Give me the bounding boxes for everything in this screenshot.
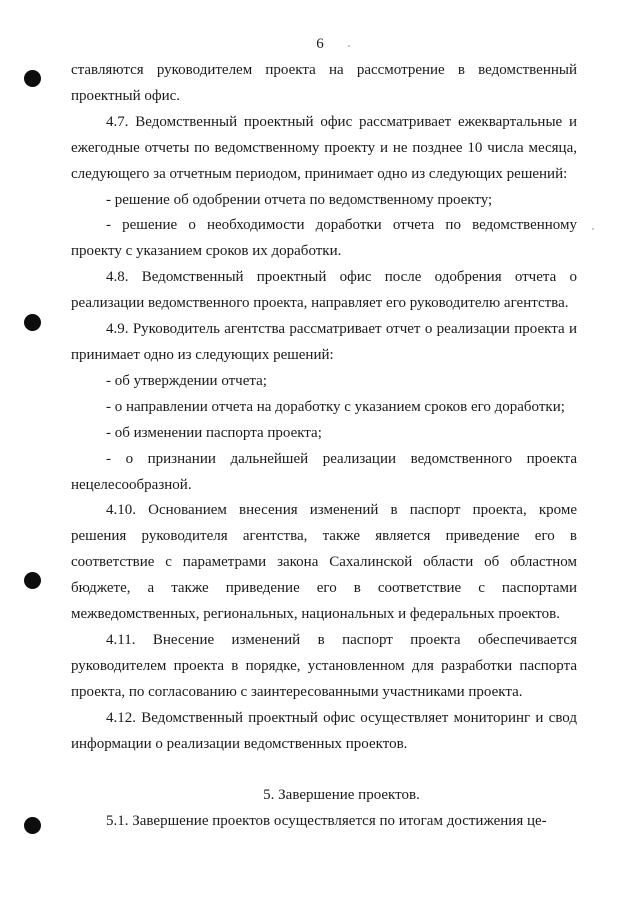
document-body: [71, 58, 577, 835]
list-item-4-9-inexpedient: - о признании дальнейшей реализации ведомственного проекта нецелесообразной.: [71, 450, 577, 493]
list-item-4-9-change-passport: - об изменении паспорта проекта;: [106, 424, 322, 441]
scan-speck: [592, 228, 594, 230]
paragraph-4-7: 4.7. Ведомственный проектный офис рассматривает ежеквартальные и ежегодные отчеты по ведомственному проекту и не позднее 10 числа месяца, следующего за отчетным периодом, принимает одно из следующих решений:: [71, 113, 577, 182]
list-item-4-7-revise: - решение о необходимости доработки отчета по ведомственному проекту с указанием сроков их доработки.: [71, 217, 577, 260]
paragraph-4-11: 4.11. Внесение изменений в паспорт проекта обеспечивается руководителем проекта в порядке, установленном для разработки паспорта проекта, по согласованию с заинтересованными участниками проекта.: [71, 631, 577, 700]
paragraph-5-1: 5.1. Завершение проектов осуществляется по итогам достижения це-: [106, 813, 547, 830]
punch-hole-3: [24, 572, 41, 589]
scan-speck: [348, 45, 350, 47]
section-heading: 5. Завершение проектов.: [263, 787, 420, 804]
paragraph-4-8: 4.8. Ведомственный проектный офис после одобрения отчета о реализации ведомственного проекта, направляет его руководителю агентства.: [71, 269, 577, 312]
paragraph-4-12: 4.12. Ведомственный проектный офис осуществляет мониторинг и свод информации о реализации ведомственных проектов.: [71, 709, 577, 752]
paragraph-4-9: 4.9. Руководитель агентства рассматривает отчет о реализации проекта и принимает одно из следующих решений:: [71, 321, 577, 363]
paragraph-4-10: 4.10. Основанием внесения изменений в паспорт проекта, кроме решения руководителя агентства, также является приведение его в соответствие с параметрами закона Сахалинской области об областном бюджете, а также приведение его в соответствие с паспортами межведомственных, региональных, национальных и федеральных проектов.: [71, 502, 577, 623]
paragraph-continuation: ставляются руководителем проекта на рассмотрение в ведомственный проектный офис.: [71, 62, 577, 104]
list-item-4-9-approve: - об утверждении отчета;: [106, 372, 267, 389]
punch-hole-2: [24, 314, 41, 331]
punch-hole-1: [24, 70, 41, 87]
list-item-4-9-revise: - о направлении отчета на доработку с указанием сроков его доработки;: [106, 398, 565, 415]
punch-hole-4: [24, 817, 41, 834]
list-item-4-7-approve: - решение об одобрении отчета по ведомственному проекту;: [106, 191, 493, 208]
page-number: 6: [316, 36, 324, 52]
